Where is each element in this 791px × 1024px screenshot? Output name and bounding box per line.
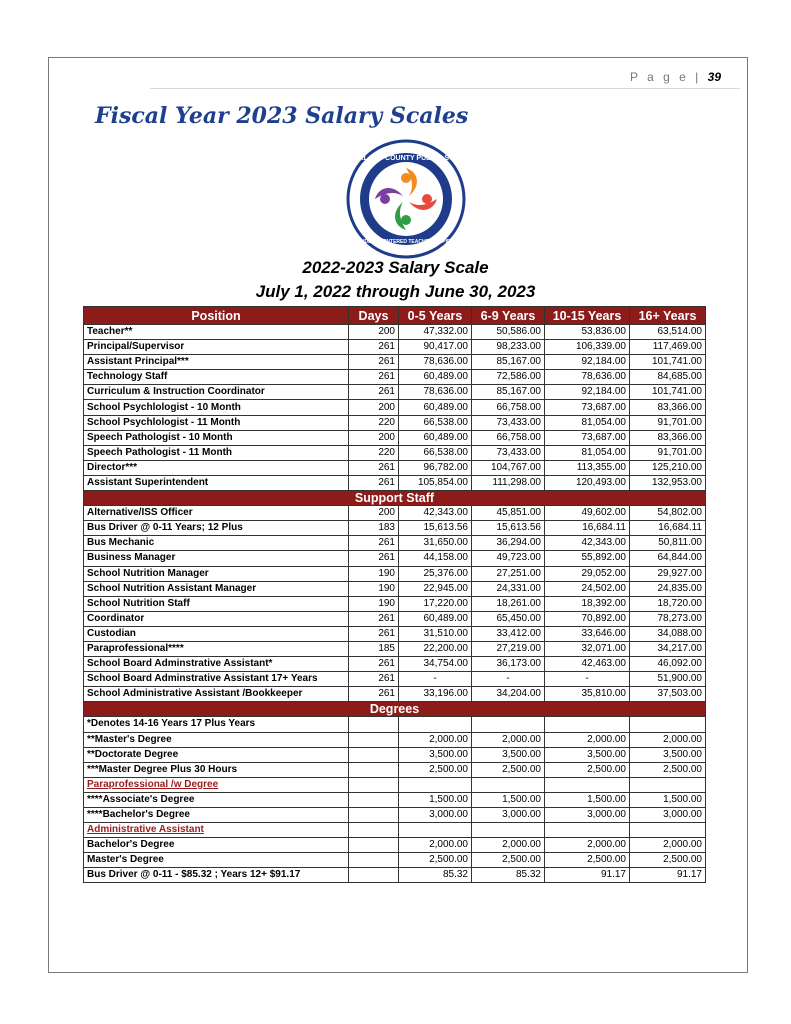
column-header: Position bbox=[84, 307, 349, 325]
document-title: Fiscal Year 2023 Salary Scales bbox=[95, 103, 469, 129]
salary-cell: 25,376.00 bbox=[399, 566, 472, 581]
salary-cell: 2,000.00 bbox=[630, 838, 706, 853]
days-cell: 261 bbox=[349, 475, 399, 490]
salary-cell: 42,343.00 bbox=[399, 506, 472, 521]
position-cell: School Psychlologist - 11 Month bbox=[84, 415, 349, 430]
salary-cell bbox=[630, 717, 706, 732]
salary-cell: 85,167.00 bbox=[472, 385, 545, 400]
position-cell: Paraprofessional**** bbox=[84, 641, 349, 656]
salary-cell: 32,071.00 bbox=[545, 641, 630, 656]
salary-cell: 36,294.00 bbox=[472, 536, 545, 551]
table-row bbox=[84, 732, 706, 747]
salary-cell: 1,500.00 bbox=[630, 792, 706, 807]
salary-cell: 66,758.00 bbox=[472, 400, 545, 415]
header-rule bbox=[150, 88, 740, 89]
salary-cell: 70,892.00 bbox=[545, 611, 630, 626]
salary-cell: 66,758.00 bbox=[472, 430, 545, 445]
days-cell: 200 bbox=[349, 325, 399, 340]
table-row bbox=[84, 657, 706, 672]
salary-cell: 132,953.00 bbox=[630, 475, 706, 490]
table-row bbox=[84, 762, 706, 777]
salary-cell: 2,000.00 bbox=[399, 732, 472, 747]
position-cell: School Board Adminstrative Assistant 17+ Years bbox=[84, 672, 349, 687]
days-cell: 190 bbox=[349, 566, 399, 581]
salary-cell: 92,184.00 bbox=[545, 385, 630, 400]
days-cell: 190 bbox=[349, 596, 399, 611]
salary-cell: - bbox=[545, 672, 630, 687]
position-cell: **Master's Degree bbox=[84, 732, 349, 747]
salary-cell: 2,500.00 bbox=[630, 853, 706, 868]
salary-cell: 3,000.00 bbox=[630, 808, 706, 823]
salary-cell: 15,613.56 bbox=[399, 521, 472, 536]
position-cell: Bus Driver @ 0-11 - $85.32 ; Years 12+ $91.17 bbox=[84, 868, 349, 883]
salary-cell: 60,489.00 bbox=[399, 400, 472, 415]
table-row bbox=[84, 868, 706, 883]
support-section bbox=[84, 491, 706, 506]
position-cell: Technology Staff bbox=[84, 370, 349, 385]
salary-cell: 31,650.00 bbox=[399, 536, 472, 551]
days-cell: 261 bbox=[349, 536, 399, 551]
salary-cell: 104,767.00 bbox=[472, 460, 545, 475]
salary-cell: 92,184.00 bbox=[545, 355, 630, 370]
table-row bbox=[84, 506, 706, 521]
table-row bbox=[84, 808, 706, 823]
logo-text-bottom: STUDENT CENTERED TEACHER INSPIRED bbox=[354, 239, 458, 245]
salary-cell: 54,802.00 bbox=[630, 506, 706, 521]
salary-cell: 27,251.00 bbox=[472, 566, 545, 581]
table-row bbox=[84, 596, 706, 611]
salary-cell: 106,339.00 bbox=[545, 340, 630, 355]
salary-cell: 2,500.00 bbox=[472, 853, 545, 868]
days-cell: 261 bbox=[349, 611, 399, 626]
salary-cell: 90,417.00 bbox=[399, 340, 472, 355]
position-cell: Director*** bbox=[84, 460, 349, 475]
salary-cell: 24,835.00 bbox=[630, 581, 706, 596]
table-row bbox=[84, 370, 706, 385]
position-cell: ****Bachelor's Degree bbox=[84, 808, 349, 823]
days-cell: 261 bbox=[349, 687, 399, 702]
salary-cell: 2,500.00 bbox=[472, 762, 545, 777]
table-row bbox=[84, 566, 706, 581]
salary-cell: 72,586.00 bbox=[472, 370, 545, 385]
salary-cell: 64,844.00 bbox=[630, 551, 706, 566]
days-cell: 261 bbox=[349, 672, 399, 687]
salary-cell: 27,219.00 bbox=[472, 641, 545, 656]
salary-cell bbox=[545, 777, 630, 792]
position-cell: Master's Degree bbox=[84, 853, 349, 868]
position-cell: Business Manager bbox=[84, 551, 349, 566]
salary-cell: 53,836.00 bbox=[545, 325, 630, 340]
salary-cell: 113,355.00 bbox=[545, 460, 630, 475]
page-number-value: 39 bbox=[707, 70, 721, 84]
salary-cell bbox=[545, 717, 630, 732]
salary-cell: 105,854.00 bbox=[399, 475, 472, 490]
salary-cell: 63,514.00 bbox=[630, 325, 706, 340]
salary-cell: - bbox=[399, 672, 472, 687]
salary-cell: 2,500.00 bbox=[399, 853, 472, 868]
days-cell bbox=[349, 777, 399, 792]
salary-cell: 78,636.00 bbox=[399, 355, 472, 370]
salary-cell: 91.17 bbox=[630, 868, 706, 883]
salary-cell bbox=[630, 823, 706, 838]
days-cell bbox=[349, 717, 399, 732]
days-cell bbox=[349, 808, 399, 823]
salary-cell: 46,092.00 bbox=[630, 657, 706, 672]
salary-cell: 36,173.00 bbox=[472, 657, 545, 672]
salary-cell: 3,000.00 bbox=[472, 808, 545, 823]
days-cell: 220 bbox=[349, 445, 399, 460]
section-header-row bbox=[84, 702, 706, 717]
position-cell: Speech Pathologist - 10 Month bbox=[84, 430, 349, 445]
salary-cell: 17,220.00 bbox=[399, 596, 472, 611]
salary-cell bbox=[545, 823, 630, 838]
salary-cell: 42,463.00 bbox=[545, 657, 630, 672]
position-cell: Paraprofessional /w Degree bbox=[84, 777, 349, 792]
salary-cell: 111,298.00 bbox=[472, 475, 545, 490]
salary-cell: 66,538.00 bbox=[399, 445, 472, 460]
table-row bbox=[84, 400, 706, 415]
salary-cell: 2,500.00 bbox=[545, 762, 630, 777]
table-row bbox=[84, 475, 706, 490]
position-cell: Alternative/ISS Officer bbox=[84, 506, 349, 521]
table-row bbox=[84, 385, 706, 400]
salary-cell: 85.32 bbox=[399, 868, 472, 883]
position-cell: ***Master Degree Plus 30 Hours bbox=[84, 762, 349, 777]
days-cell: 200 bbox=[349, 506, 399, 521]
days-cell: 261 bbox=[349, 370, 399, 385]
position-cell: Administrative Assistant bbox=[84, 823, 349, 838]
days-cell bbox=[349, 732, 399, 747]
salary-cell: 3,500.00 bbox=[399, 747, 472, 762]
salary-cell: 81,054.00 bbox=[545, 445, 630, 460]
salary-cell: 18,720.00 bbox=[630, 596, 706, 611]
days-cell bbox=[349, 792, 399, 807]
salary-cell: 73,433.00 bbox=[472, 415, 545, 430]
table-row bbox=[84, 460, 706, 475]
days-cell: 261 bbox=[349, 626, 399, 641]
days-cell bbox=[349, 747, 399, 762]
table-row bbox=[84, 415, 706, 430]
salary-cell bbox=[472, 717, 545, 732]
days-cell: 190 bbox=[349, 581, 399, 596]
column-header: 0-5 Years bbox=[399, 307, 472, 325]
section-header-degrees: Degrees bbox=[84, 702, 706, 717]
position-cell: Custodian bbox=[84, 626, 349, 641]
position-cell: School Psychlologist - 10 Month bbox=[84, 400, 349, 415]
position-cell: School Administrative Assistant /Bookkeeper bbox=[84, 687, 349, 702]
section-header-row bbox=[84, 491, 706, 506]
table-row bbox=[84, 747, 706, 762]
salary-cell: 83,366.00 bbox=[630, 400, 706, 415]
salary-cell bbox=[472, 777, 545, 792]
salary-cell: 33,196.00 bbox=[399, 687, 472, 702]
salary-cell: 3,500.00 bbox=[545, 747, 630, 762]
position-cell: Bachelor's Degree bbox=[84, 838, 349, 853]
salary-cell: 16,684.11 bbox=[630, 521, 706, 536]
degrees-section bbox=[84, 702, 706, 717]
days-cell bbox=[349, 868, 399, 883]
position-cell: **Doctorate Degree bbox=[84, 747, 349, 762]
table-row bbox=[84, 430, 706, 445]
column-header: 10-15 Years bbox=[545, 307, 630, 325]
salary-cell: 34,088.00 bbox=[630, 626, 706, 641]
salary-cell: 55,892.00 bbox=[545, 551, 630, 566]
salary-cell: 18,392.00 bbox=[545, 596, 630, 611]
salary-cell: 29,052.00 bbox=[545, 566, 630, 581]
salary-cell: 81,054.00 bbox=[545, 415, 630, 430]
table-row bbox=[84, 777, 706, 792]
table-header-row bbox=[84, 307, 706, 325]
salary-cell: 33,646.00 bbox=[545, 626, 630, 641]
table-row bbox=[84, 687, 706, 702]
position-cell: Bus Driver @ 0-11 Years; 12 Plus bbox=[84, 521, 349, 536]
days-cell: 200 bbox=[349, 400, 399, 415]
salary-cell: 34,217.00 bbox=[630, 641, 706, 656]
salary-cell: 1,500.00 bbox=[472, 792, 545, 807]
table-row bbox=[84, 641, 706, 656]
salary-cell: 34,204.00 bbox=[472, 687, 545, 702]
salary-cell: 3,000.00 bbox=[545, 808, 630, 823]
support-rows bbox=[84, 506, 706, 702]
salary-cell: 85.32 bbox=[472, 868, 545, 883]
salary-cell: 42,343.00 bbox=[545, 536, 630, 551]
salary-cell: 47,332.00 bbox=[399, 325, 472, 340]
salary-cell: 98,233.00 bbox=[472, 340, 545, 355]
days-cell: 183 bbox=[349, 521, 399, 536]
salary-cell: 60,489.00 bbox=[399, 430, 472, 445]
salary-cell: 73,687.00 bbox=[545, 430, 630, 445]
salary-cell: 1,500.00 bbox=[399, 792, 472, 807]
salary-cell: 60,489.00 bbox=[399, 611, 472, 626]
days-cell bbox=[349, 853, 399, 868]
salary-cell: 2,000.00 bbox=[545, 732, 630, 747]
salary-cell: 1,500.00 bbox=[545, 792, 630, 807]
position-cell: Bus Mechanic bbox=[84, 536, 349, 551]
salary-cell: 66,538.00 bbox=[399, 415, 472, 430]
table-row bbox=[84, 853, 706, 868]
salary-cell bbox=[399, 717, 472, 732]
position-cell: Coordinator bbox=[84, 611, 349, 626]
table-row bbox=[84, 717, 706, 732]
salary-cell: 2,500.00 bbox=[630, 762, 706, 777]
salary-cell: 15,613.56 bbox=[472, 521, 545, 536]
salary-cell: 73,433.00 bbox=[472, 445, 545, 460]
salary-cell: 125,210.00 bbox=[630, 460, 706, 475]
days-cell bbox=[349, 823, 399, 838]
salary-cell: 2,500.00 bbox=[399, 762, 472, 777]
position-cell: School Nutrition Manager bbox=[84, 566, 349, 581]
position-cell: School Board Adminstrative Assistant* bbox=[84, 657, 349, 672]
days-cell bbox=[349, 838, 399, 853]
salary-cell: 91,701.00 bbox=[630, 445, 706, 460]
salary-cell: 78,636.00 bbox=[399, 385, 472, 400]
position-cell: School Nutrition Assistant Manager bbox=[84, 581, 349, 596]
salary-table bbox=[83, 306, 706, 883]
position-cell: *Denotes 14-16 Years 17 Plus Years bbox=[84, 717, 349, 732]
table-row bbox=[84, 626, 706, 641]
scale-title: 2022-2023 Salary Scale bbox=[302, 258, 489, 277]
salary-cell bbox=[399, 777, 472, 792]
page-label: P a g e | bbox=[630, 70, 702, 84]
salary-cell: 51,900.00 bbox=[630, 672, 706, 687]
days-cell: 261 bbox=[349, 385, 399, 400]
salary-cell: 2,500.00 bbox=[545, 853, 630, 868]
table-row bbox=[84, 536, 706, 551]
salary-cell: 83,366.00 bbox=[630, 430, 706, 445]
table-row bbox=[84, 838, 706, 853]
salary-cell: 84,685.00 bbox=[630, 370, 706, 385]
salary-cell: 117,469.00 bbox=[630, 340, 706, 355]
position-cell: Teacher** bbox=[84, 325, 349, 340]
salary-cell: 31,510.00 bbox=[399, 626, 472, 641]
salary-cell bbox=[630, 777, 706, 792]
position-cell: Assistant Principal*** bbox=[84, 355, 349, 370]
salary-cell bbox=[399, 823, 472, 838]
days-cell: 261 bbox=[349, 460, 399, 475]
salary-cell: 101,741.00 bbox=[630, 355, 706, 370]
days-cell: 185 bbox=[349, 641, 399, 656]
table-row bbox=[84, 325, 706, 340]
days-cell: 261 bbox=[349, 355, 399, 370]
salary-cell: 22,200.00 bbox=[399, 641, 472, 656]
table-row bbox=[84, 611, 706, 626]
position-cell: Principal/Supervisor bbox=[84, 340, 349, 355]
salary-cell: 3,000.00 bbox=[399, 808, 472, 823]
page-number bbox=[630, 70, 721, 84]
days-cell: 261 bbox=[349, 551, 399, 566]
table-row bbox=[84, 823, 706, 838]
days-cell bbox=[349, 762, 399, 777]
table-row bbox=[84, 445, 706, 460]
position-cell: Curriculum & Instruction Coordinator bbox=[84, 385, 349, 400]
salary-cell: 2,000.00 bbox=[472, 838, 545, 853]
column-header: 16+ Years bbox=[630, 307, 706, 325]
scale-subtitle: July 1, 2022 through June 30, 2023 bbox=[255, 282, 536, 301]
salary-cell: 22,945.00 bbox=[399, 581, 472, 596]
salary-cell: 34,754.00 bbox=[399, 657, 472, 672]
table-row bbox=[84, 672, 706, 687]
table-row bbox=[84, 355, 706, 370]
salary-cell: 24,502.00 bbox=[545, 581, 630, 596]
table-row bbox=[84, 551, 706, 566]
position-cell: Speech Pathologist - 11 Month bbox=[84, 445, 349, 460]
salary-cell: 44,158.00 bbox=[399, 551, 472, 566]
position-cell: Assistant Superintendent bbox=[84, 475, 349, 490]
salary-cell: 18,261.00 bbox=[472, 596, 545, 611]
days-cell: 200 bbox=[349, 430, 399, 445]
salary-cell: 78,273.00 bbox=[630, 611, 706, 626]
salary-cell: 91.17 bbox=[545, 868, 630, 883]
salary-cell: 101,741.00 bbox=[630, 385, 706, 400]
section-header-support: Support Staff bbox=[84, 491, 706, 506]
logo-text-top: CUMBERLAND COUNTY PUBLIC SCHOOLS bbox=[332, 155, 480, 162]
column-header: 6-9 Years bbox=[472, 307, 545, 325]
position-cell: School Nutrition Staff bbox=[84, 596, 349, 611]
table-row bbox=[84, 581, 706, 596]
salary-cell: 85,167.00 bbox=[472, 355, 545, 370]
school-logo bbox=[332, 138, 480, 260]
days-cell: 220 bbox=[349, 415, 399, 430]
salary-cell: - bbox=[472, 672, 545, 687]
column-header: Days bbox=[349, 307, 399, 325]
salary-cell: 50,811.00 bbox=[630, 536, 706, 551]
days-cell: 261 bbox=[349, 340, 399, 355]
salary-cell: 2,000.00 bbox=[630, 732, 706, 747]
salary-cell: 96,782.00 bbox=[399, 460, 472, 475]
table-row bbox=[84, 340, 706, 355]
salary-cell: 45,851.00 bbox=[472, 506, 545, 521]
salary-cell: 24,331.00 bbox=[472, 581, 545, 596]
salary-cell: 91,701.00 bbox=[630, 415, 706, 430]
salary-cell: 73,687.00 bbox=[545, 400, 630, 415]
salary-cell: 33,412.00 bbox=[472, 626, 545, 641]
salary-cell: 3,500.00 bbox=[472, 747, 545, 762]
salary-cell: 49,723.00 bbox=[472, 551, 545, 566]
salary-cell: 2,000.00 bbox=[472, 732, 545, 747]
salary-cell: 37,503.00 bbox=[630, 687, 706, 702]
salary-cell: 120,493.00 bbox=[545, 475, 630, 490]
admin-rows bbox=[84, 325, 706, 491]
salary-cell: 60,489.00 bbox=[399, 370, 472, 385]
degrees-rows bbox=[84, 717, 706, 883]
salary-cell: 35,810.00 bbox=[545, 687, 630, 702]
salary-cell: 2,000.00 bbox=[399, 838, 472, 853]
salary-cell: 49,602.00 bbox=[545, 506, 630, 521]
table-row bbox=[84, 792, 706, 807]
table-row bbox=[84, 521, 706, 536]
salary-cell bbox=[472, 823, 545, 838]
salary-cell: 29,927.00 bbox=[630, 566, 706, 581]
salary-cell: 2,000.00 bbox=[545, 838, 630, 853]
salary-cell: 3,500.00 bbox=[630, 747, 706, 762]
salary-cell: 65,450.00 bbox=[472, 611, 545, 626]
salary-cell: 78,636.00 bbox=[545, 370, 630, 385]
position-cell: ****Associate's Degree bbox=[84, 792, 349, 807]
salary-cell: 16,684.11 bbox=[545, 521, 630, 536]
days-cell: 261 bbox=[349, 657, 399, 672]
salary-cell: 50,586.00 bbox=[472, 325, 545, 340]
